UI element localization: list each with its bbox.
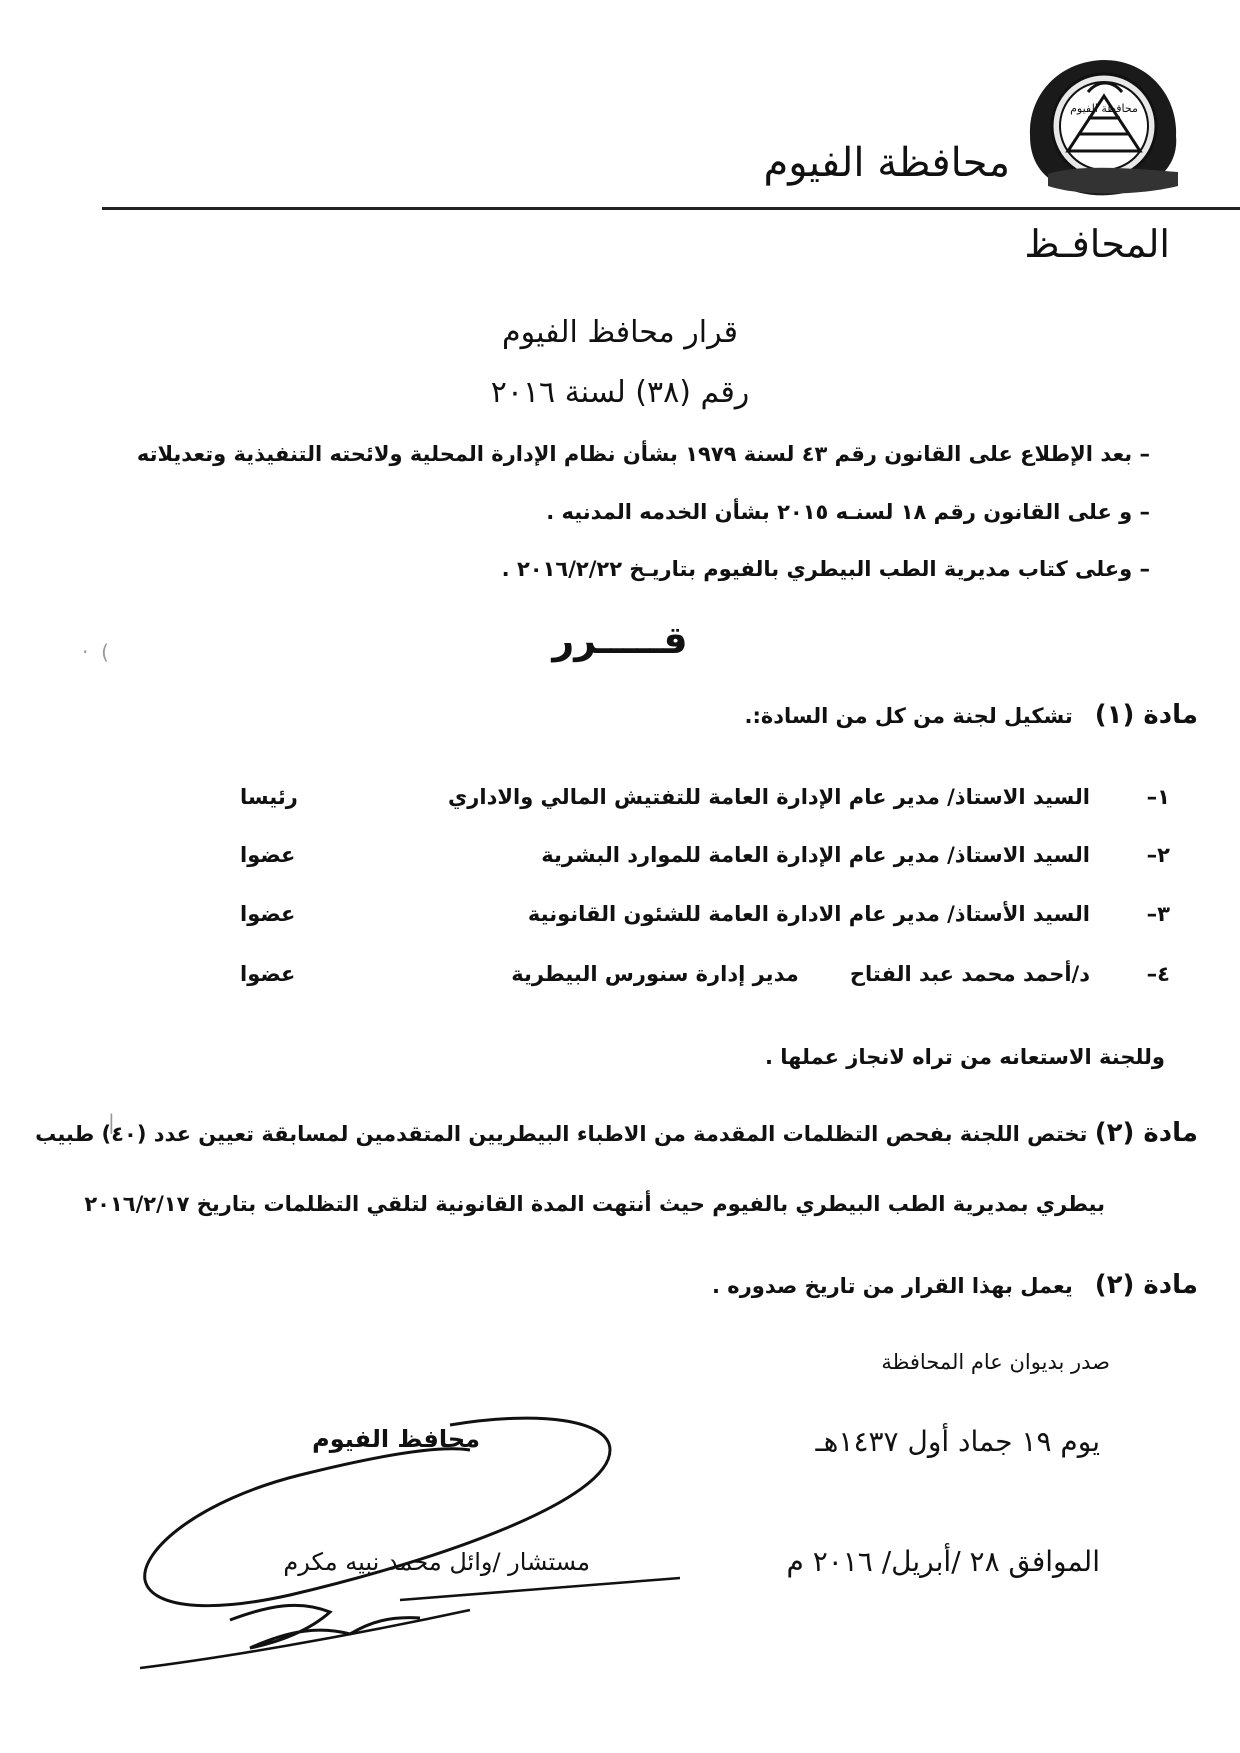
seal-text: محافظة الفيوم [1070, 102, 1138, 115]
member-2-num: ٢– [1146, 843, 1170, 867]
governorate-name: محافظة الفيوم [763, 140, 1010, 186]
article-1-closing: وللجنة الاستعانه من تراه لانجاز عملها . [764, 1045, 1165, 1069]
article-1 [744, 700, 1198, 730]
office-title: المحافـظ [1024, 222, 1170, 266]
preamble-line-1: – بعد الإطلاع على القانون رقم ٤٣ لسنة ١٩٧٩ بشأن نظام الإدارة المحلية ولائحته التنفيذية وتعديلاته [136, 442, 1150, 466]
signatory-name: مستشار /وائل محمد نبيه مكرم [283, 1548, 590, 1576]
header-divider [102, 207, 1240, 210]
member-1-num: ١– [1146, 785, 1170, 809]
issued-at: صدر بديوان عام المحافظة [881, 1350, 1110, 1374]
member-2-text: السيد الاستاذ/ مدير عام الإدارة العامة للموارد البشرية [541, 843, 1090, 867]
preamble-line-3: – وعلى كتاب مديرية الطب البيطري بالفيوم بتاريـخ ٢٠١٦/٢/٢٢ . [501, 557, 1150, 581]
member-3-role: عضوا [240, 902, 296, 926]
decree-title: قرار محافظ الفيوم [502, 315, 738, 350]
article-3 [712, 1270, 1198, 1300]
member-2-role: عضوا [240, 843, 296, 867]
scan-mark: · ( [82, 640, 109, 664]
article-1-label: مادة (١) [1094, 700, 1198, 730]
article-2-label: مادة (٢) [1094, 1118, 1198, 1148]
article-2-line-2: بيطري بمديرية الطب البيطري بالفيوم حيث أنتهت المدة القانونية لتلقي التظلمات بتاريخ ٢٠١٦/٢/١٧ [84, 1192, 1105, 1216]
member-1-text: السيد الاستاذ/ مدير عام الإدارة العامة للتفتيش المالي والاداري [448, 785, 1090, 809]
decree-number: رقم (٣٨) لسنة ٢٠١٦ [490, 375, 750, 410]
member-4-num: ٤– [1146, 962, 1170, 986]
preamble-line-2: – و على القانون رقم ١٨ لسنـه ٢٠١٥ بشأن الخدمه المدنيه . [546, 500, 1150, 524]
article-3-label: مادة (٢) [1094, 1270, 1198, 1300]
member-3-num: ٣– [1146, 902, 1170, 926]
member-3-text: السيد الأستاذ/ مدير عام الادارة العامة للشئون القانونية [527, 902, 1090, 926]
handwritten-signature [140, 1390, 700, 1680]
member-4-text: د/أحمد محمد عبد الفتاح مدير إدارة سنورس البيطرية [511, 962, 1090, 986]
article-2 [35, 1118, 1198, 1148]
gregorian-date: الموافق ٢٨ /أبريل/ ٢٠١٦ م [786, 1545, 1100, 1578]
article-2-line-1: تختص اللجنة بفحص التظلمات المقدمة من الاطباء البيطريين المتقدمين لمسابقة تعيين عدد (٤٠) طبيب [35, 1122, 1088, 1146]
decree-heading: قـــــرر [552, 618, 688, 662]
fayoum-governorate-seal-icon [1028, 56, 1180, 202]
scan-mark: | [108, 1110, 115, 1134]
member-1-role: رئيسا [240, 785, 298, 809]
hijri-date: يوم ١٩ جماد أول ١٤٣٧هـ [815, 1425, 1100, 1458]
signatory-title: محافظ الفيوم [312, 1425, 480, 1453]
article-1-text: تشكيل لجنة من كل من السادة:. [744, 704, 1073, 728]
member-4-role: عضوا [240, 962, 296, 986]
article-3-text: يعمل بهذا القرار من تاريخ صدوره . [712, 1274, 1073, 1298]
